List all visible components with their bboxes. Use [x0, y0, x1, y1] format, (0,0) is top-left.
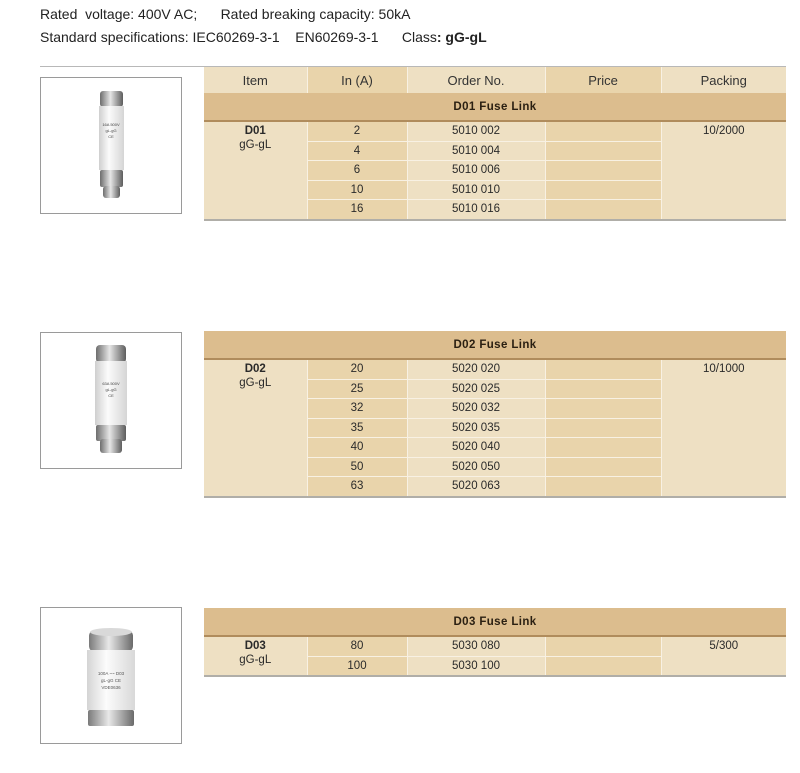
standard-spec-line — [40, 29, 487, 45]
price-cell — [545, 379, 661, 399]
price-cell — [545, 418, 661, 438]
order-no-cell: 5020 035 — [407, 418, 545, 438]
price-cell — [545, 161, 661, 181]
svg-text:gL-gG: gL-gG — [105, 387, 117, 392]
rated-breaking-capacity: Rated breaking capacity: 50kA — [220, 6, 411, 22]
in-a-cell: 80 — [307, 636, 407, 656]
table-bottom-rule — [204, 496, 786, 498]
price-cell — [545, 200, 661, 219]
item-cell — [204, 121, 307, 219]
order-no-cell: 5020 040 — [407, 438, 545, 458]
packing-value: 5/300 — [709, 640, 739, 652]
svg-text:CE: CE — [108, 393, 114, 398]
order-no-cell: 5020 050 — [407, 457, 545, 477]
in-a-cell: 4 — [307, 141, 407, 161]
order-no-cell: 5010 002 — [407, 121, 545, 141]
price-cell — [545, 656, 661, 675]
price-cell — [545, 477, 661, 496]
order-no-cell: 5010 004 — [407, 141, 545, 161]
table-header-row — [204, 67, 786, 93]
d01-fuse-link-photo — [40, 77, 182, 214]
fuse-icon — [81, 78, 141, 213]
order-no-cell: 5020 032 — [407, 399, 545, 419]
photo-label-line: gL-gG CE — [100, 678, 122, 683]
price-cell — [545, 359, 661, 379]
d02-fuse-link-photo — [40, 332, 182, 469]
item-code: D01 — [244, 125, 266, 137]
photo-label-line: VDE0636 — [101, 685, 121, 690]
price-cell — [545, 121, 661, 141]
rated-voltage: Rated voltage: 400V AC; — [40, 6, 198, 22]
svg-text:63A 500V: 63A 500V — [102, 381, 120, 386]
in-a-cell: 50 — [307, 457, 407, 477]
in-a-cell: 32 — [307, 399, 407, 419]
svg-text:CE: CE — [108, 134, 114, 139]
packing-cell — [661, 121, 786, 219]
section-title: D01 Fuse Link — [204, 93, 786, 121]
in-a-cell: 16 — [307, 200, 407, 219]
d03-fuse-link-photo — [40, 607, 182, 744]
rating-spec-line — [40, 6, 410, 22]
header-order-no: Order No. — [407, 67, 545, 93]
photo-label-line: 100A ~~ D03 — [97, 671, 125, 676]
table-bottom-rule — [204, 219, 786, 221]
item-class: gG-gL — [239, 139, 272, 151]
in-a-cell: 10 — [307, 180, 407, 200]
header-packing: Packing — [661, 67, 786, 93]
header-price: Price — [545, 67, 661, 93]
svg-text:16A 500V: 16A 500V — [102, 122, 120, 127]
order-no-cell: 5030 100 — [407, 656, 545, 675]
order-no-cell: 5030 080 — [407, 636, 545, 656]
section-title: D02 Fuse Link — [204, 331, 786, 359]
item-code: D03 — [244, 640, 266, 652]
fuse-icon — [76, 608, 146, 743]
packing-cell — [661, 359, 786, 496]
header-item: Item — [204, 67, 307, 93]
fuse-icon — [81, 333, 141, 468]
order-no-cell: 5010 006 — [407, 161, 545, 181]
svg-text:gL-gG: gL-gG — [105, 128, 117, 133]
table-row — [204, 636, 786, 656]
d02-price-table — [204, 331, 786, 498]
item-class: gG-gL — [239, 377, 272, 389]
in-a-cell: 35 — [307, 418, 407, 438]
price-cell — [545, 636, 661, 656]
price-cell — [545, 438, 661, 458]
d03-price-table — [204, 608, 786, 677]
table-bottom-rule — [204, 675, 786, 677]
item-code: D02 — [244, 363, 266, 375]
order-no-cell: 5010 016 — [407, 200, 545, 219]
order-no-cell: 5020 025 — [407, 379, 545, 399]
in-a-cell: 40 — [307, 438, 407, 458]
class-value: : gG-gL — [436, 29, 487, 45]
price-cell — [545, 180, 661, 200]
in-a-cell: 25 — [307, 379, 407, 399]
packing-value: 10/1000 — [702, 363, 745, 375]
item-cell — [204, 636, 307, 675]
table-row — [204, 359, 786, 379]
packing-cell — [661, 636, 786, 675]
header-in-a: In (A) — [307, 67, 407, 93]
order-no-cell: 5020 020 — [407, 359, 545, 379]
in-a-cell: 6 — [307, 161, 407, 181]
table-row — [204, 121, 786, 141]
standard-specifications: Standard specifications: IEC60269-3-1 EN60269-3-1 Class — [40, 29, 437, 45]
in-a-cell: 63 — [307, 477, 407, 496]
packing-value: 10/2000 — [702, 125, 745, 137]
price-cell — [545, 457, 661, 477]
d01-price-table — [204, 67, 786, 221]
in-a-cell: 2 — [307, 121, 407, 141]
section-title: D03 Fuse Link — [204, 608, 786, 636]
price-cell — [545, 141, 661, 161]
item-class: gG-gL — [239, 654, 272, 666]
in-a-cell: 100 — [307, 656, 407, 675]
in-a-cell: 20 — [307, 359, 407, 379]
order-no-cell: 5020 063 — [407, 477, 545, 496]
price-cell — [545, 399, 661, 419]
item-cell — [204, 359, 307, 496]
order-no-cell: 5010 010 — [407, 180, 545, 200]
